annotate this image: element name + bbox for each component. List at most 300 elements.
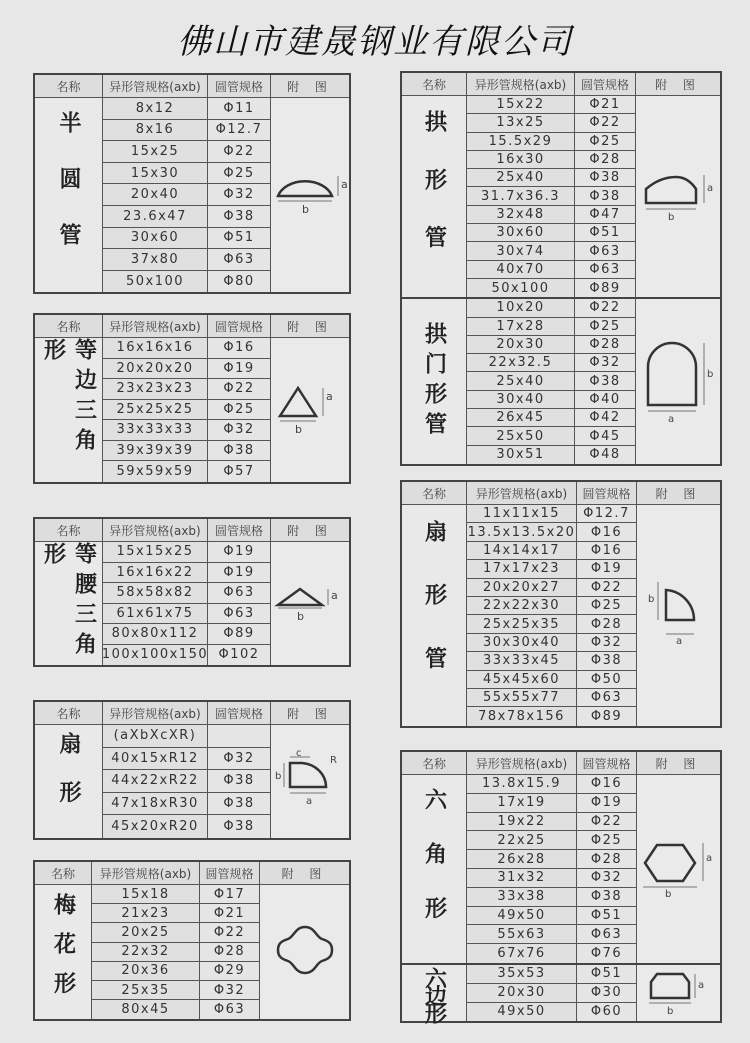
tube-cell: Φ63 [208, 249, 271, 270]
svg-text:b: b [302, 203, 309, 217]
table-row [467, 652, 637, 670]
spec-cell: 33x33x33 [103, 420, 208, 440]
svg-text:b: b [668, 212, 675, 223]
spec-cell: 21x23 [92, 904, 200, 922]
tube-cell: Φ12.7 [208, 120, 271, 141]
header-figure: 附 图 [281, 866, 328, 881]
header-name: 名称 [35, 702, 103, 724]
spec-cell: 30x30x40 [467, 634, 577, 651]
header-spec: 异形管规格(axb) [467, 752, 577, 774]
tube-cell: Φ80 [208, 271, 271, 293]
tube-cell: Φ89 [577, 707, 637, 725]
table-row [467, 354, 636, 372]
spec-cell: 17x28 [467, 318, 575, 335]
table-row [103, 206, 271, 228]
tube-cell: Φ28 [200, 943, 260, 961]
table-row [103, 420, 271, 441]
spec-cell: 31.7x36.3 [467, 187, 575, 204]
svg-text:b: b [666, 1006, 673, 1017]
figure-cell [271, 542, 349, 665]
table-row [103, 98, 271, 120]
spec-cell: 22x32 [92, 943, 200, 961]
tube-cell: Φ45 [575, 427, 636, 444]
header-tube: 圆管规格 [577, 482, 637, 504]
table-row [103, 748, 271, 771]
table-row [467, 707, 637, 725]
spec-cell: 20x20x20 [103, 359, 208, 379]
header-figure: 附 图 [287, 79, 333, 94]
table-row [467, 279, 636, 297]
tube-cell: Φ30 [577, 984, 637, 1002]
shape-name: 六角形 [402, 775, 467, 963]
table-row [92, 1000, 260, 1019]
table-row [467, 542, 637, 560]
tube-cell: Φ28 [575, 151, 636, 168]
group-hexagon [402, 775, 720, 963]
table-isosceles-triangle [33, 517, 351, 667]
table-row [103, 725, 271, 748]
table-row [467, 775, 637, 794]
spec-cell: 58x58x82 [103, 583, 208, 603]
spec-cell: 13.8x15.9 [467, 775, 577, 793]
table-row [103, 359, 271, 380]
spec-cell: 55x63 [467, 925, 577, 943]
svg-text:b: b [275, 771, 282, 783]
spec-cell: 25x25x35 [467, 615, 577, 632]
figure-cell [260, 885, 349, 1019]
tube-cell: Φ32 [577, 869, 637, 887]
figure-cell [271, 338, 349, 482]
spec-cell: 20x40 [103, 184, 208, 205]
equilateral-triangle-icon [270, 378, 350, 442]
table-row [467, 965, 637, 984]
table-row [467, 224, 636, 242]
spec-cell: 16x16x16 [103, 338, 208, 358]
tube-cell: Φ50 [577, 671, 637, 688]
table-row [467, 523, 637, 541]
table-row [467, 579, 637, 597]
header-name: 名称 [402, 73, 467, 95]
table-row [92, 943, 260, 962]
table-row [103, 379, 271, 400]
tube-cell: Φ32 [208, 748, 271, 770]
spec-cell: 50x100 [103, 271, 208, 293]
table-row [467, 409, 636, 427]
spec-cell: 25x25x25 [103, 400, 208, 420]
group-fantube [402, 505, 720, 726]
six-sided-trapezoid-icon [639, 966, 719, 1020]
shape-name: 等边三角形 [35, 338, 103, 482]
table-header [402, 482, 720, 505]
spec-cell: 25x40 [467, 372, 575, 389]
spec-cell: 15x15x25 [103, 542, 208, 562]
spec-cell: 55x55x77 [467, 689, 577, 706]
figure-cell [637, 965, 720, 1021]
table-row [467, 671, 637, 689]
arch-icon [638, 167, 718, 226]
spec-cell: 25x40 [467, 169, 575, 186]
quarter-circle-icon [644, 578, 714, 652]
spec-cell: 33x38 [467, 888, 577, 906]
spec-cell: 32x48 [467, 206, 575, 223]
tube-cell: Φ38 [575, 187, 636, 204]
spec-cell: 20x30 [467, 336, 575, 353]
tube-cell: Φ40 [575, 391, 636, 408]
table-header [35, 75, 349, 98]
table-row [92, 904, 260, 923]
svg-text:a: a [326, 389, 333, 403]
table-row [467, 634, 637, 652]
shape-name: 等腰三角形 [35, 542, 103, 665]
svg-text:b: b [647, 594, 654, 606]
group-sector [35, 725, 349, 838]
tube-cell: Φ63 [200, 1000, 260, 1019]
tube-cell: Φ89 [575, 279, 636, 297]
svg-text:a: a [668, 413, 675, 425]
table-fan-tube [400, 480, 722, 728]
table-row [92, 923, 260, 942]
table-row [467, 907, 637, 926]
table-header [402, 752, 720, 775]
tube-cell: Φ22 [208, 141, 271, 162]
spec-cell: 45x20xR20 [103, 815, 208, 838]
svg-text:a: a [331, 588, 338, 602]
table-row [92, 885, 260, 904]
tube-cell: Φ19 [577, 794, 637, 812]
svg-text:c: c [296, 749, 302, 760]
semicircle-icon [270, 168, 350, 222]
table-row [467, 505, 637, 523]
tube-cell: Φ32 [208, 420, 271, 440]
table-row [103, 645, 271, 666]
spec-cell: 50x100 [467, 279, 575, 297]
table-row [467, 925, 637, 944]
spec-cell: 39x39x39 [103, 441, 208, 461]
table-row [467, 261, 636, 279]
table-plum-blossom [33, 860, 351, 1021]
header-name: 名称 [35, 862, 92, 884]
spec-cell: 47x18xR30 [103, 793, 208, 815]
table-row [467, 151, 636, 169]
table-row [103, 228, 271, 250]
table-row [467, 114, 636, 132]
spec-cell: 8x16 [103, 120, 208, 141]
table-row [467, 169, 636, 187]
spec-cell: 40x70 [467, 261, 575, 278]
shape-name: 梅花形 [35, 885, 92, 1019]
table-row [103, 815, 271, 838]
table-header [402, 73, 720, 96]
header-figure: 附 图 [655, 77, 701, 92]
table-row [103, 271, 271, 293]
header-spec: 异形管规格(axb) [103, 702, 208, 724]
table-row [103, 163, 271, 185]
tube-cell: Φ28 [577, 615, 637, 632]
spec-cell: 33x33x45 [467, 652, 577, 669]
spec-cell: 20x25 [92, 923, 200, 941]
spec-cell: 78x78x156 [467, 707, 577, 725]
group-archdoor [402, 297, 720, 464]
tube-cell: Φ38 [575, 169, 636, 186]
tube-cell: Φ89 [208, 624, 271, 644]
tube-cell: Φ63 [575, 242, 636, 259]
tube-cell: Φ38 [208, 770, 271, 792]
sector-icon [270, 749, 350, 813]
spec-cell: 19x22 [467, 813, 577, 831]
table-header [35, 315, 349, 338]
tube-cell: Φ38 [577, 652, 637, 669]
tube-cell: Φ32 [200, 981, 260, 999]
tube-cell: Φ25 [575, 318, 636, 335]
tube-cell: Φ51 [577, 907, 637, 925]
tube-cell: Φ19 [577, 560, 637, 577]
spec-cell: 35x53 [467, 965, 577, 983]
company-title: 佛山市建晟钢业有限公司 [177, 22, 573, 62]
header-spec: 异形管规格(axb) [103, 315, 208, 337]
tube-cell: Φ17 [200, 885, 260, 903]
spec-cell: 26x45 [467, 409, 575, 426]
svg-text:a: a [697, 980, 704, 992]
tube-cell: Φ19 [208, 359, 271, 379]
header-tube: 圆管规格 [575, 73, 636, 95]
tube-cell: Φ28 [577, 850, 637, 868]
hexagon-icon [639, 837, 719, 901]
header-spec: 异形管规格(axb) [103, 75, 208, 97]
spec-cell: 13.5x13.5x20 [467, 524, 576, 540]
table-row [467, 813, 637, 832]
table-row [467, 427, 636, 445]
spec-cell: 59x59x59 [103, 461, 208, 482]
spec-cell: 15x22 [467, 96, 575, 113]
spec-cell: 15.5x29 [467, 133, 575, 150]
figure-cell [636, 96, 720, 297]
svg-text:a: a [707, 183, 714, 195]
table-row [103, 141, 271, 163]
spec-cell: 16x30 [467, 151, 575, 168]
svg-text:a: a [675, 636, 682, 648]
isosceles-triangle-icon [270, 577, 350, 631]
tube-cell: Φ11 [208, 98, 271, 119]
spec-cell: 22x22x30 [467, 597, 577, 614]
tube-cell: Φ25 [575, 133, 636, 150]
spec-cell: 25x50 [467, 427, 575, 444]
tube-cell: Φ60 [577, 1003, 637, 1022]
header-figure: 附 图 [655, 486, 702, 501]
header-tube: 圆管规格 [208, 519, 271, 541]
tube-cell: Φ38 [208, 815, 271, 838]
spec-cell: 20x30 [467, 984, 577, 1002]
table-row [103, 120, 271, 142]
table-row [103, 542, 271, 563]
spec-cell: 10x20 [467, 299, 575, 316]
spec-cell: 80x80x112 [103, 624, 208, 644]
tube-cell: Φ25 [577, 831, 637, 849]
shape-name: 拱形管 [402, 96, 467, 297]
spec-cell: 30x60 [103, 228, 208, 249]
spec-cell: 30x51 [467, 446, 575, 464]
table-row [467, 391, 636, 409]
spec-cell: 20x36 [92, 962, 200, 980]
group-arch [402, 96, 720, 297]
spec-cell: 25x35 [92, 981, 200, 999]
table-row [467, 794, 637, 813]
spec-cell: 20x20x27 [467, 579, 577, 596]
group-semicircle [35, 98, 349, 292]
spec-cell: 22x32.5 [467, 354, 575, 371]
header-tube: 圆管规格 [208, 315, 271, 337]
tube-cell: Φ57 [208, 461, 271, 482]
tube-cell: Φ51 [208, 228, 271, 249]
svg-text:a: a [306, 796, 313, 808]
tube-cell: Φ22 [200, 923, 260, 941]
svg-text:b: b [297, 609, 304, 623]
header-name: 名称 [35, 519, 103, 541]
spec-cell: 17x17x23 [467, 560, 577, 577]
tube-cell: Φ51 [577, 965, 637, 983]
table-row [467, 187, 636, 205]
tube-cell: Φ63 [208, 604, 271, 624]
spec-cell: 80x45 [92, 1000, 200, 1019]
shape-name: 六边形 [402, 965, 467, 1021]
tube-cell: Φ16 [577, 775, 637, 793]
tube-cell: Φ22 [575, 114, 636, 131]
table-row [103, 441, 271, 462]
svg-text:a: a [705, 853, 712, 864]
table-row [467, 299, 636, 317]
table-row [467, 597, 637, 615]
table-row [467, 850, 637, 869]
table-row [467, 242, 636, 260]
spec-cell: 15x30 [103, 163, 208, 184]
spec-cell: 11x11x15 [467, 505, 577, 522]
table-row [467, 206, 636, 224]
group-isosceles [35, 542, 349, 665]
header-spec: 异形管规格(axb) [92, 862, 200, 884]
shape-name: 拱门形管 [402, 299, 467, 464]
spec-cell: 17x19 [467, 794, 577, 812]
header-figure: 附 图 [287, 706, 333, 721]
tube-cell: Φ38 [208, 206, 271, 227]
table-row [467, 446, 636, 464]
tube-cell: Φ22 [208, 379, 271, 399]
spec-cell: 15x25 [103, 141, 208, 162]
spec-cell: (aXbXcXR) [103, 725, 208, 747]
table-hexagon-and-six-sided [400, 750, 722, 1023]
spec-cell: 14x14x17 [467, 542, 577, 559]
table-row [467, 831, 637, 850]
tube-cell: Φ63 [577, 689, 637, 706]
table-row [103, 583, 271, 604]
tube-cell: Φ51 [575, 224, 636, 241]
table-row [467, 944, 637, 963]
table-row [467, 984, 637, 1003]
header-spec: 异形管规格(axb) [103, 519, 208, 541]
figure-cell [271, 725, 349, 838]
tube-cell: Φ63 [575, 261, 636, 278]
tube-cell: Φ25 [208, 400, 271, 420]
header-figure: 附 图 [287, 319, 333, 334]
group-plum [35, 885, 349, 1019]
tube-cell: Φ76 [577, 944, 637, 963]
figure-cell [637, 505, 720, 726]
spec-cell: 26x28 [467, 850, 577, 868]
tube-cell: Φ42 [575, 409, 636, 426]
header-figure: 附 图 [655, 756, 702, 771]
table-row [467, 888, 637, 907]
tube-cell: Φ22 [577, 579, 637, 596]
spec-cell: 8x12 [103, 98, 208, 119]
tube-cell [208, 725, 271, 747]
spec-cell: 23.6x47 [103, 206, 208, 227]
table-header [35, 519, 349, 542]
tube-cell: Φ19 [208, 563, 271, 583]
table-row [467, 318, 636, 336]
tube-cell: Φ16 [208, 338, 271, 358]
tube-cell: Φ38 [575, 372, 636, 389]
plum-blossom-icon [270, 915, 340, 989]
svg-text:b: b [664, 889, 671, 897]
table-row [467, 689, 637, 707]
header-tube: 圆管规格 [208, 75, 271, 97]
spec-cell: 100x100x150 [103, 645, 208, 666]
table-row [467, 372, 636, 390]
svg-text:b: b [707, 368, 714, 380]
header-name: 名称 [35, 315, 103, 337]
header-spec: 异形管规格(axb) [467, 73, 575, 95]
shape-name: 扇形管 [402, 505, 467, 726]
tube-cell: Φ21 [200, 904, 260, 922]
spec-cell: 40x15xR12 [103, 748, 208, 770]
table-row [103, 793, 271, 816]
tube-cell: Φ21 [575, 96, 636, 113]
tube-cell: Φ16 [577, 523, 637, 540]
svg-text:b: b [295, 422, 302, 436]
figure-cell [636, 299, 720, 464]
table-header [35, 862, 349, 885]
table-row [92, 981, 260, 1000]
spec-cell: 49x50 [467, 1003, 577, 1022]
table-equilateral-triangle [33, 313, 351, 484]
tube-cell: Φ22 [575, 299, 636, 316]
spec-cell: 15x18 [92, 885, 200, 903]
spec-cell: 37x80 [103, 249, 208, 270]
spec-cell: 45x45x60 [467, 671, 577, 688]
header-tube: 圆管规格 [200, 862, 260, 884]
shape-name: 半圆管 [35, 98, 103, 292]
tube-cell: Φ63 [577, 925, 637, 943]
tube-cell: Φ22 [577, 813, 637, 831]
spec-cell: 23x23x23 [103, 379, 208, 399]
spec-cell: 22x25 [467, 831, 577, 849]
spec-cell: 49x50 [467, 907, 577, 925]
spec-cell: 30x74 [467, 242, 575, 259]
table-row [467, 96, 636, 114]
tube-cell: Φ28 [575, 336, 636, 353]
header-name: 名称 [402, 482, 467, 504]
table-row [467, 869, 637, 888]
tube-cell: Φ12.7 [577, 505, 637, 522]
table-row [103, 604, 271, 625]
tube-cell: Φ32 [208, 184, 271, 205]
table-sector [33, 700, 351, 840]
header-tube: 圆管规格 [208, 702, 271, 724]
tube-cell: Φ102 [208, 645, 271, 666]
table-row [103, 338, 271, 359]
spec-cell: 13x25 [467, 114, 575, 131]
table-row [103, 770, 271, 793]
tube-cell: Φ48 [575, 446, 636, 464]
svg-text:R: R [330, 755, 337, 767]
